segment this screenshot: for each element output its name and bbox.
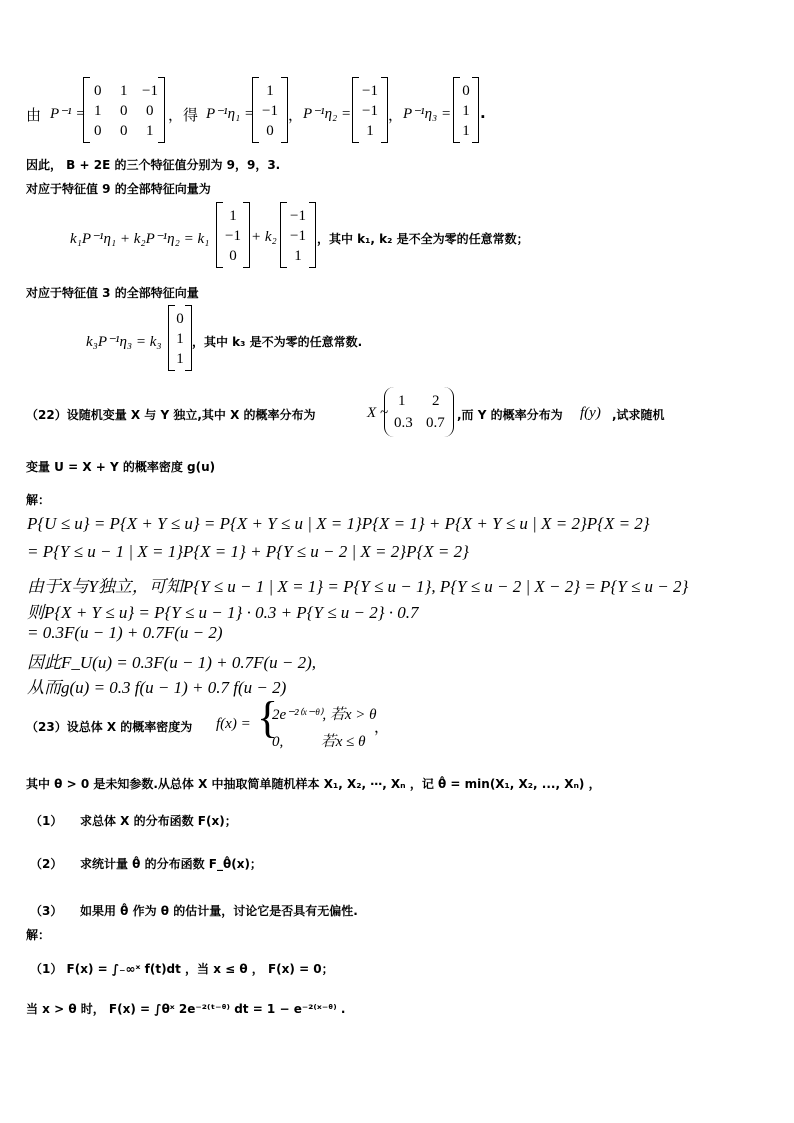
vector-cell: −1 [362,83,378,99]
vector-cell: 1 [462,103,470,119]
q23-solution-2: 当 x > θ 时， F(x) = ∫θˣ 2e⁻²⁽ᵗ⁻ᶿ⁾ dt = 1 − e⁻²⁽ˣ⁻ᶿ⁾ . [26,1002,346,1016]
vector-cell: −1 [262,103,278,119]
dist-cell: 1 [398,393,406,409]
matrix-cell: 0 [94,123,102,139]
matrix-cell: 1 [120,83,128,99]
eigenvector-3-lhs: k₃P⁻¹η₃ = k₃ [86,334,162,350]
dist-cell: 2 [432,393,440,409]
solution-22-line-5: = 0.3F(u − 1) + 0.7F(u − 2) [27,623,223,642]
vector-cell: 1 [462,123,470,139]
q23-item-2-text: 求统计量 θ̂ 的分布函数 F_θ̂(x)； [80,857,262,871]
vector-cell: −1 [225,228,241,244]
vector-cell: 1 [176,351,184,367]
q22-distribution-matrix [384,387,454,437]
dist-cell: 0.7 [426,415,445,431]
eigenvector-intro-3: 对应于特征值 3 的全部特征向量 [26,286,199,300]
vector-c [168,305,192,371]
solution-22-line-4: 则P{X + Y ≤ u} = P{Y ≤ u − 1} · 0.3 + P{Y ≤ u − 2} · 0.7 [27,603,419,622]
q23-case-1: 2e⁻²⁽ˣ⁻ᶿ⁾, 若x > θ [272,707,377,723]
vector-cell: 1 [294,248,302,264]
vector-cell: −1 [362,103,378,119]
q23-item-2-num: （2） [30,857,63,871]
q23-item-1-num: （1） [30,814,63,828]
eigenvector-9-lhs: k₁P⁻¹η₁ + k₂P⁻¹η₂ = k₁ [70,231,210,247]
q23-fx: f(x) = [216,716,251,732]
plus-k2: + k₂ [251,229,277,245]
eta2-lhs: P⁻¹η₂ = [303,106,352,122]
vector-b [280,202,316,268]
eigenvector-intro-9: 对应于特征值 9 的全部特征向量为 [26,182,211,196]
vector-cell: −1 [290,208,306,224]
vector-eta3 [453,77,479,143]
piecewise-brace: { [257,693,279,742]
matrix-cell: −1 [142,83,158,99]
vector-a [216,202,250,268]
q23-solution-1: （1） F(x) = ∫₋∞ˣ f(t)dt ，当 x ≤ θ ， F(x) = 0； [30,962,334,976]
solution-label-23: 解： [26,928,51,942]
vector-cell: 1 [366,123,374,139]
matrix-cell: 0 [120,123,128,139]
vector-cell: 0 [229,248,237,264]
solution-22-line-1: P{U ≤ u} = P{X + Y ≤ u} = P{X + Y ≤ u | X = 1}P{X = 1} + P{X + Y ≤ u | X = 2}P{X = 2} [27,514,650,533]
eta1-lhs: P⁻¹η₁ = [206,106,255,122]
text-de: ，得 [168,106,199,124]
q23-text: （23）设总体 X 的概率密度为 [26,720,193,734]
text-you: 由 [26,106,42,124]
solution-22-line-6: 因此F_U(u) = 0.3F(u − 1) + 0.7F(u − 2), [27,653,317,672]
solution-22-line-3: 由于X与Y独立，可知P{Y ≤ u − 1 | X = 1} = P{Y ≤ u − 1}, P{Y ≤ u − 2 | X − 2} = P{Y ≤ u − 2} [27,577,689,596]
q23-item-1-text: 求总体 X 的分布函数 F(x)； [80,814,237,828]
eigenvalue-statement: 因此， B + 2E 的三个特征值分别为 9，9，3. [26,158,281,172]
solution-22-line-7: 从而g(u) = 0.3 f(u − 1) + 0.7 f(u − 2) [27,678,287,697]
matrix-cell: 0 [94,83,102,99]
vector-cell: 0 [266,123,274,139]
matrix-cell: 0 [146,103,154,119]
vector-eta1 [252,77,288,143]
q23-line-2: 其中 θ > 0 是未知参数.从总体 X 中抽取简单随机样本 X₁, X₂, ⋯, Xₙ ，记 θ̂ = min(X₁, X₂, ..., Xₙ) ， [26,777,601,791]
q22-fy: f(y) [580,405,601,421]
matrix-cell: 0 [120,103,128,119]
comma: ， [288,106,304,124]
solution-22-line-2: = P{Y ≤ u − 1 | X = 1}P{X = 1} + P{Y ≤ u − 2 | X = 2}P{X = 2} [27,542,469,561]
q22-dist-lhs: X ~ [367,405,389,421]
eta3-lhs: P⁻¹η₃ = [403,106,452,122]
eigenvector-9-note: ，其中 k₁, k₂ 是不全为零的任意常数； [317,232,529,246]
comma: ， [388,106,404,124]
matrix-cell: 1 [94,103,102,119]
q22-line2: 变量 U = X + Y 的概率密度 g(u) [26,460,216,474]
vector-cell: −1 [290,228,306,244]
vector-cell: 1 [229,208,237,224]
vector-eta2 [352,77,388,143]
q22-text-c: ,试求随机 [612,408,665,422]
eigenvector-3-note: ，其中 k₃ 是不为零的任意常数. [192,335,363,349]
vector-cell: 0 [462,83,470,99]
dist-cell: 0.3 [394,415,413,431]
vector-cell: 0 [176,311,184,327]
period: . [480,104,486,122]
q23-item-3-text: 如果用 θ̂ 作为 θ 的估计量，讨论它是否具有无偏性. [80,904,358,918]
vector-cell: 1 [176,331,184,347]
p-inverse-label: P⁻¹ = [50,106,86,122]
matrix-cell: 1 [146,123,154,139]
q22-text-a: （22）设随机变量 X 与 Y 独立,其中 X 的概率分布为 [26,408,316,422]
vector-cell: 1 [266,83,274,99]
q22-text-b: ,而 Y 的概率分布为 [457,408,563,422]
solution-label-22: 解： [26,493,51,507]
q23-item-3-num: （3） [30,904,63,918]
matrix-p-inverse [83,77,165,143]
q23-case-2: 0, 若x ≤ θ [272,734,366,750]
comma: ， [374,718,390,736]
